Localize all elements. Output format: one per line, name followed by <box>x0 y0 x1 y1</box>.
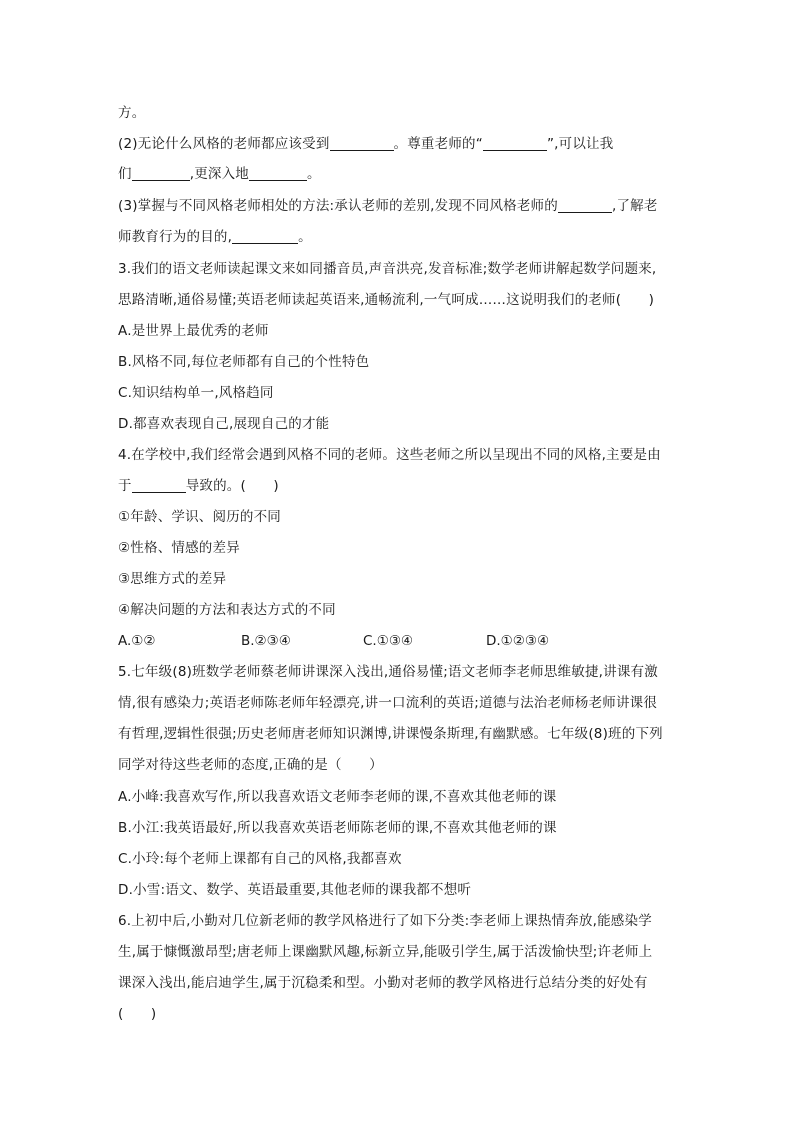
option-b: B.风格不同,每位老师都有自己的个性特色 <box>118 354 370 370</box>
fill-in-blank <box>330 135 394 151</box>
statement-item: ③思维方式的差异 <box>118 571 227 587</box>
statement-item: ①年龄、学识、阅历的不同 <box>118 509 282 525</box>
text-line: 们 ,更深入地 。 <box>118 166 321 182</box>
fill-in-blank <box>232 228 298 244</box>
option-d: D.①②③④ <box>486 633 550 649</box>
fill-in-blank <box>132 477 186 493</box>
question-4-stem: 于 导致的。( ) <box>118 478 279 494</box>
option-c: C.知识结构单一,风格趋同 <box>118 385 274 401</box>
fill-in-blank <box>132 165 190 181</box>
question-3-stem: 3.我们的语文老师读起课文来如同播音员,声音洪亮,发音标准;数学老师讲解起数学问题来, <box>118 261 657 277</box>
fill-in-blank <box>558 197 612 213</box>
option-a: A.是世界上最优秀的老师 <box>118 323 269 339</box>
fill-in-blank <box>483 135 547 151</box>
text-line: (3)掌握与不同风格老师相处的方法:承认老师的差别,发现不同风格老师的 ,了解老 <box>118 198 658 214</box>
text-line: (2)无论什么风格的老师都应该受到 。尊重老师的“ ”,可以让我 <box>118 136 614 152</box>
option-d: D.都喜欢表现自己,展现自己的才能 <box>118 416 330 432</box>
option-a: A.小峰:我喜欢写作,所以我喜欢语文老师李老师的课,不喜欢其他老师的课 <box>118 789 557 805</box>
option-b: B.小江:我英语最好,所以我喜欢英语老师陈老师的课,不喜欢其他老师的课 <box>118 820 557 836</box>
fill-in-blank <box>249 165 307 181</box>
question-6-stem: 课深入浅出,能启迪学生,属于沉稳柔和型。小勤对老师的教学风格进行总结分类的好处有 <box>118 975 648 991</box>
question-3-stem: 思路清晰,通俗易懂;英语老师读起英语来,通畅流利,一气呵成……这说明我们的老师( ) <box>118 292 655 308</box>
option-c: C.①③④ <box>363 633 414 649</box>
question-4-stem: 4.在学校中,我们经常会遇到风格不同的老师。这些老师之所以呈现出不同的风格,主要是由 <box>118 447 661 463</box>
question-5-stem: 5.七年级(8)班数学老师蔡老师讲课深入浅出,通俗易懂;语文老师李老师思维敏捷,讲课有激 <box>118 664 658 680</box>
question-6-stem: ( ) <box>118 1006 157 1022</box>
option-a: A.①② <box>118 633 156 649</box>
question-5-stem: 同学对待这些老师的态度,正确的是（ ） <box>118 757 383 773</box>
statement-item: ④解决问题的方法和表达方式的不同 <box>118 602 336 618</box>
text-line: 方。 <box>118 105 146 121</box>
question-6-stem: 生,属于慷慨激昂型;唐老师上课幽默风趣,标新立异,能吸引学生,属于活泼愉快型;许老师上 <box>118 944 653 960</box>
statement-item: ②性格、情感的差异 <box>118 540 240 556</box>
option-b: B.②③④ <box>241 633 291 649</box>
option-d: D.小雪:语文、数学、英语最重要,其他老师的课我都不想听 <box>118 882 472 898</box>
question-5-stem: 有哲理,逻辑性很强;历史老师唐老师知识渊博,讲课慢条斯理,有幽默感。七年级(8)班的下列 <box>118 726 663 742</box>
option-c: C.小玲:每个老师上课都有自己的风格,我都喜欢 <box>118 851 402 867</box>
text-line: 师教育行为的目的, 。 <box>118 229 312 245</box>
question-6-stem: 6.上初中后,小勤对几位新老师的教学风格进行了如下分类:李老师上课热情奔放,能感染学 <box>118 913 652 929</box>
question-5-stem: 情,很有感染力;英语老师陈老师年轻漂亮,讲一口流利的英语;道德与法治老师杨老师讲课很 <box>118 695 658 711</box>
